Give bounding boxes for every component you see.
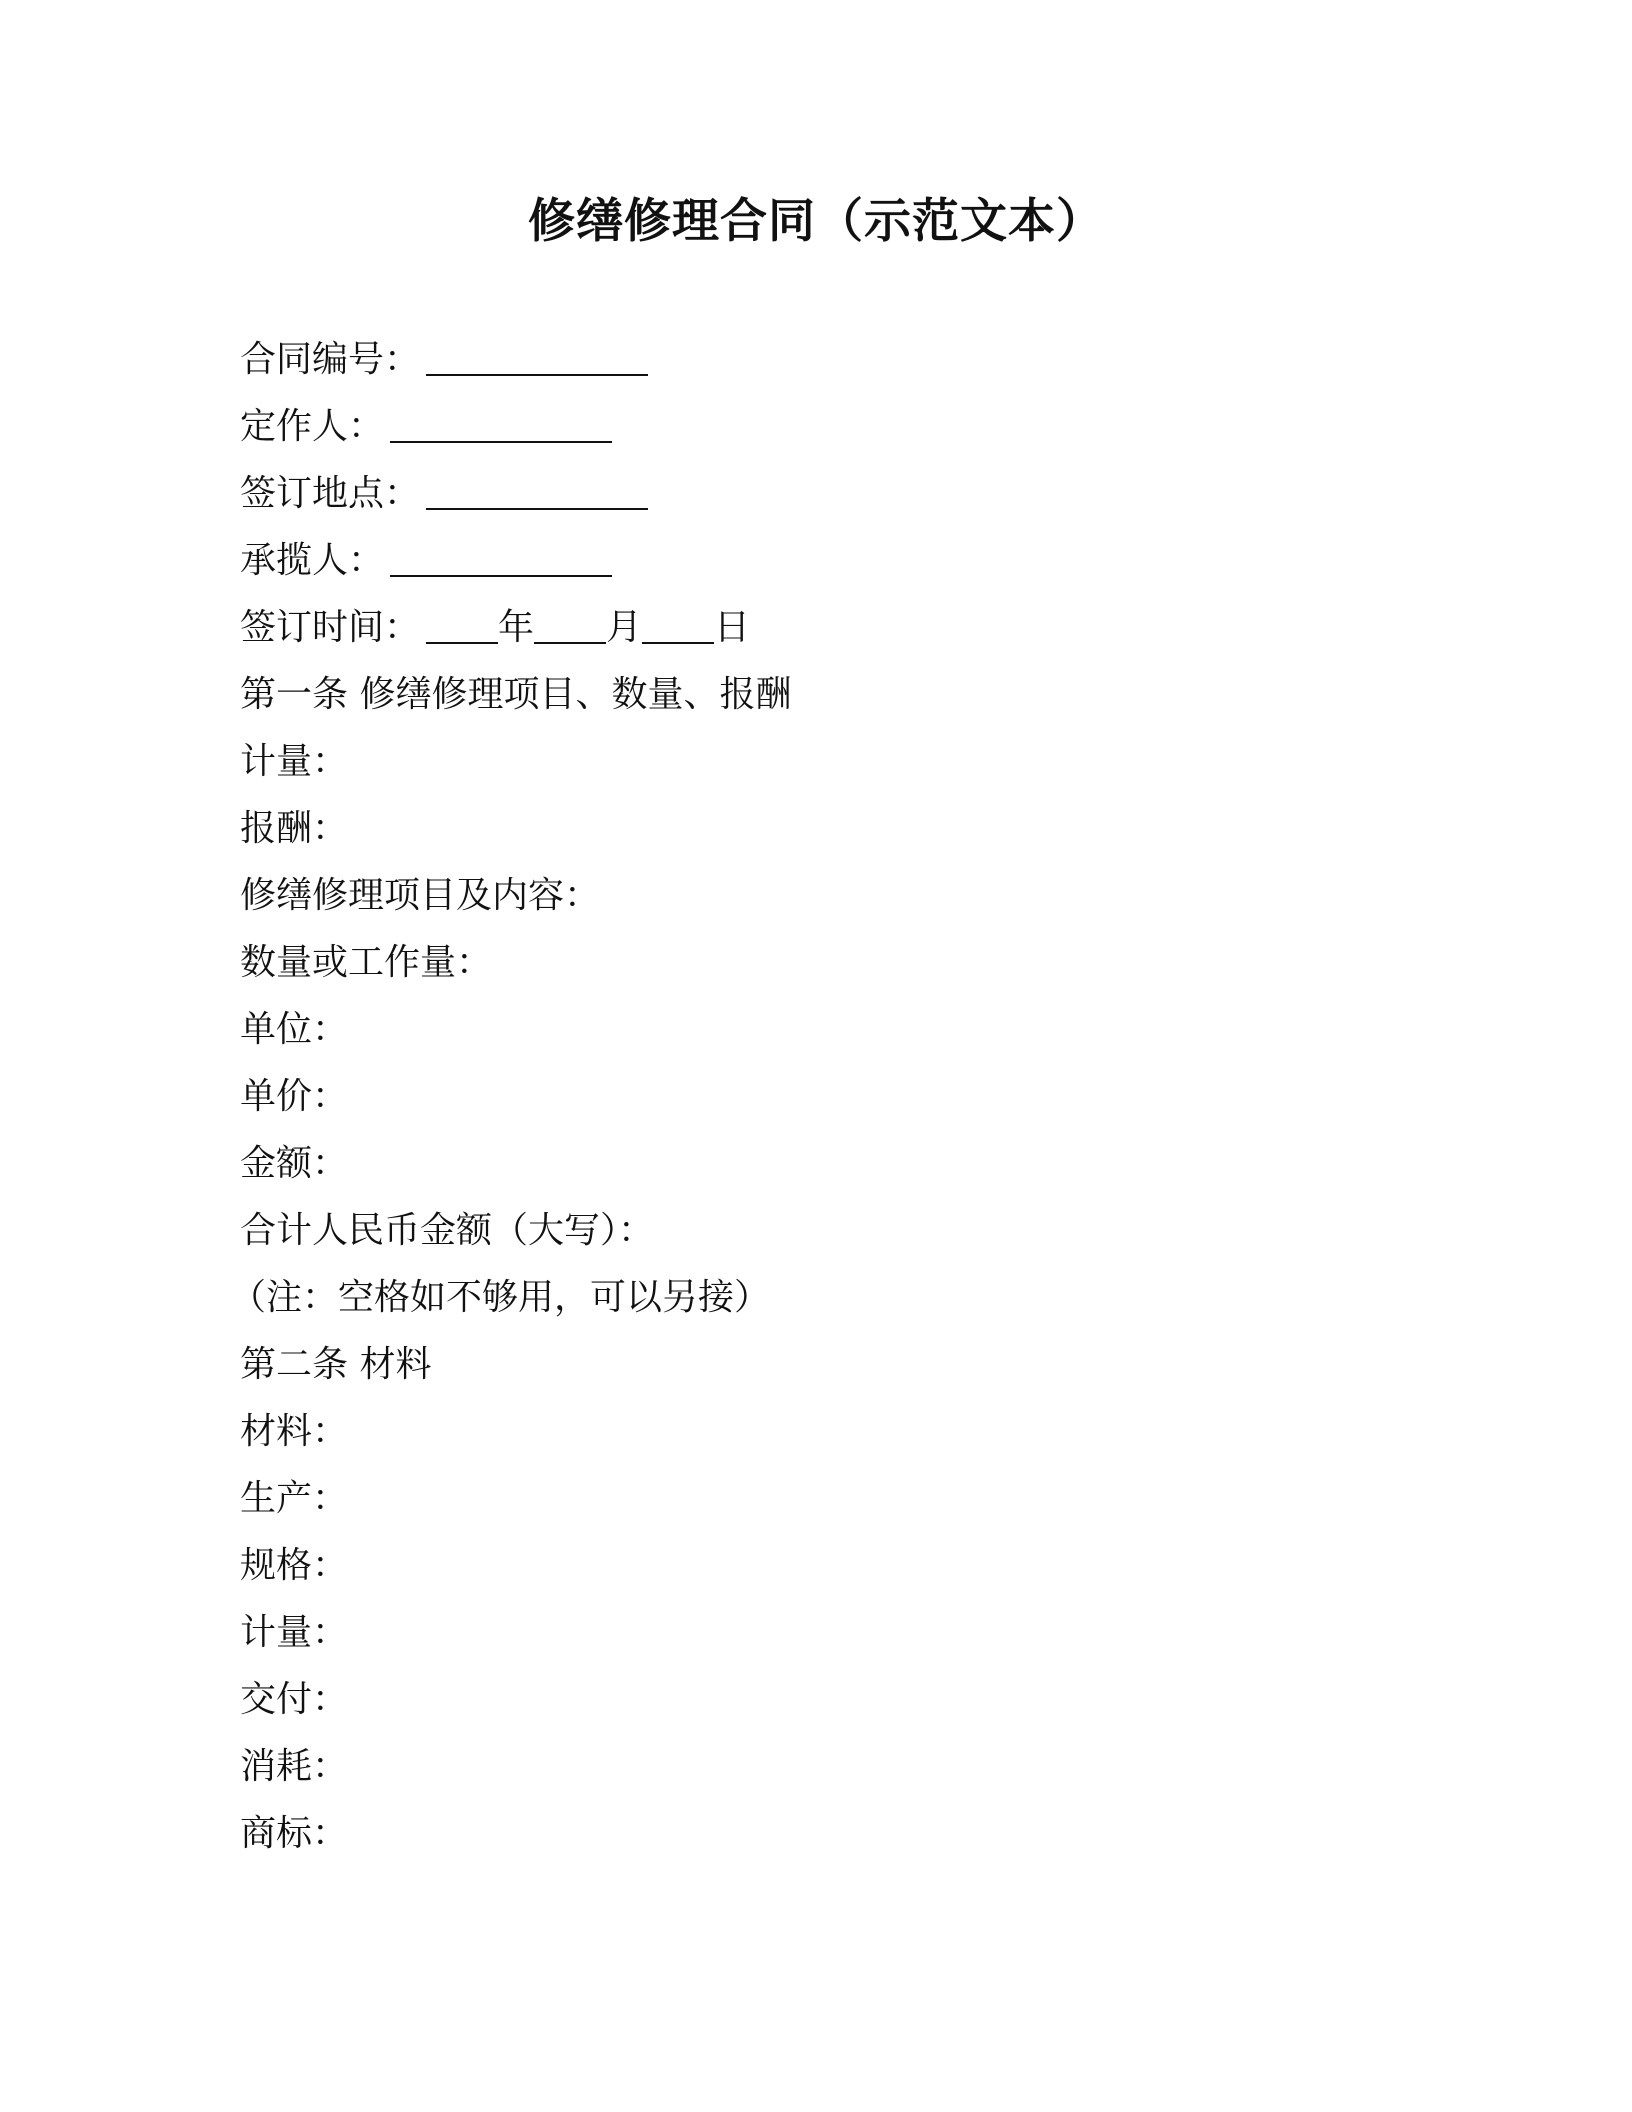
article1-unit-price: 单价： (240, 1076, 349, 1117)
sign-place-label: 签订地点： (240, 473, 421, 514)
sign-place-line (240, 460, 1440, 527)
article2-spec: 规格： (240, 1545, 349, 1586)
month-blank (534, 602, 606, 644)
document-title: 修缮修理合同（示范文本） (528, 194, 1104, 249)
article1-measure: 计量： (240, 741, 349, 782)
day-blank (642, 602, 714, 644)
contractor-label: 承揽人： (240, 540, 385, 581)
year-blank (426, 602, 498, 644)
article1-quantity: 数量或工作量： (240, 942, 493, 983)
article1-note: （注：空格如不够用，可以另接） (230, 1277, 771, 1318)
article2-material: 材料： (240, 1411, 349, 1452)
contractor-line (240, 527, 1440, 594)
sign-place-blank (426, 468, 648, 510)
article1-amount: 金额： (240, 1143, 349, 1184)
article1-items: 修缮修理项目及内容： (240, 875, 601, 916)
article2-trademark: 商标： (240, 1813, 349, 1854)
document-body (230, 326, 1440, 1867)
article2-measure: 计量： (240, 1612, 349, 1653)
contract-number-blank (426, 334, 648, 376)
article1-heading: 第一条 修缮修理项目、数量、报酬 (240, 674, 792, 715)
article1-remuneration: 报酬： (240, 808, 349, 849)
orderer-blank (390, 401, 612, 443)
article1-unit: 单位： (240, 1009, 349, 1050)
orderer-label: 定作人： (240, 406, 385, 447)
article1-total-rmb: 合计人民币金额（大写）： (240, 1210, 655, 1251)
article2-delivery: 交付： (240, 1679, 349, 1720)
article2-heading: 第二条 材料 (240, 1344, 432, 1385)
sign-time-line (240, 594, 1440, 661)
article2-production: 生产： (240, 1478, 349, 1519)
year-label: 年 (498, 607, 535, 648)
orderer-line (240, 393, 1440, 460)
sign-time-label: 签订时间： (240, 607, 421, 648)
month-label: 月 (606, 607, 643, 648)
article2-consumption: 消耗： (240, 1746, 349, 1787)
contract-number-line (240, 326, 1440, 393)
contractor-blank (390, 535, 612, 577)
day-label: 日 (714, 607, 751, 648)
contract-number-label: 合同编号： (240, 339, 421, 380)
